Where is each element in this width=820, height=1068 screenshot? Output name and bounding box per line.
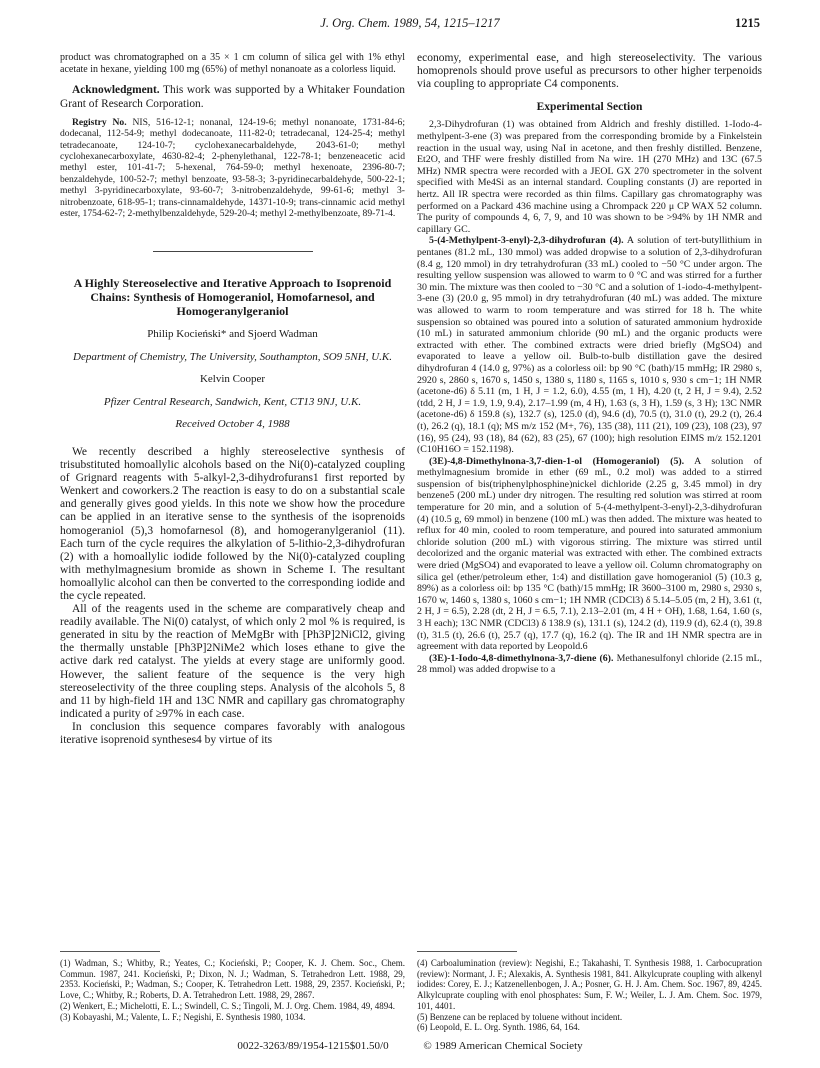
footnote: (4) Carboalumination (review): Negishi, E.; Takahashi, T. Synthesis 1988, 1. Carbocupration (review): Normant, J. F.; Alexakis, A. Synthesis 1981, 841. Alkylcuprate coupling with alkenyl iodides: Corey, E. J.; Katzenellenbogen, J. A.; Posner, G. H. J. Am. Chem. Soc. 1967, 89, 4245. Alkylcuprate coupling with enol phosphates: Sum, F. W.; Weiler, L. J. Am. Chem. Soc. 1979, 101, 4401.: [417, 958, 762, 1011]
acknowledgment-label: Acknowledgment.: [72, 84, 160, 97]
registry-label: Registry No.: [72, 116, 127, 128]
affiliation-secondary: Pfizer Central Research, Sandwich, Kent, CT13 9NJ, U.K.: [103, 395, 362, 408]
compound-6-text: Methanesulfonyl chloride (2.15 mL, 28 mmol) was added dropwise to a: [417, 652, 763, 676]
article-code: 0022-3263/89/1954-1215$01.50/0: [237, 1040, 389, 1052]
intro-paragraph-2: All of the reagents used in the scheme are comparatively cheap and readily available. The Ni(0) catalyst, of which only 2 mol % is required, is generated in situ by the reaction of MeMgBr with [Ph3P]2NiCl2, giving the thermally unstable [Ph3P]2NiMe2 which loses ethane to give the active dark red catalyst. The yields at every stage are uniformly good. However, the salient feature of the sequence is the very high stereoselectivity of the three coupling steps. Analysis of the alcohols 5, 8 and 11 by high-field 1H and 13C NMR and capillary gas chromatography indicated a purity of ≥97% in each case.: [60, 603, 405, 720]
procedure-compound-6: [417, 653, 762, 676]
left-column: [60, 52, 405, 747]
conclusion-continuation: economy, experimental ease, and high stereoselectivity. The various homoprenols should prove useful as precursors to other higher terpenoids via coupling to appropriate C4 components.: [417, 52, 762, 91]
received-date: Received October 4, 1988: [175, 418, 290, 431]
article-separator: [153, 251, 313, 252]
procedure-compound-5: [417, 456, 762, 653]
footnote-rule-right: [417, 951, 517, 952]
footnote: (6) Leopold, E. L. Org. Synth. 1986, 64, 164.: [417, 1022, 580, 1033]
footnote: (3) Kobayashi, M.; Valente, L. F.; Negishi, E. Synthesis 1980, 1034.: [60, 1011, 306, 1022]
copyright: © 1989 American Chemical Society: [423, 1040, 583, 1052]
footnote: (5) Benzene can be replaced by toluene without incident.: [417, 1011, 623, 1022]
previous-article-ending: product was chromatographed on a 35 × 1 cm column of silica gel with 1% ethyl acetate in hexane, yielding 100 mg (65%) of methyl nonanoate as a colorless liquid.: [60, 52, 405, 76]
footnote: (1) Wadman, S.; Whitby, R.; Yeates, C.; Kocieński, P.; Cooper, K. J. Chem. Soc., Chem. Commun. 1987, 241. Kocieński, P.; Dixon, N. J.; Wadman, S. Tetrahedron Lett. 1988, 29, 2353. Kocieński, P.; Wadman, S.; Cooper, K. Tetrahedron Lett. 1988, 29, 2357. Kocieński, P.; Love, C.; Whitby, R.; Roberts, D. A. Tetrahedron Lett. 1988, 29, 2867.: [60, 958, 405, 1001]
right-column: [417, 52, 762, 676]
article-title: A Highly Stereoselective and Iterative Approach to Isoprenoid Chains: Synthesis of Homogeraniol, Homofarnesol, and Homogeranylgeraniol: [73, 276, 392, 319]
procedure-compound-4: [417, 235, 762, 455]
page-number: 1215: [735, 16, 760, 30]
page-footer: [0, 1040, 820, 1052]
acknowledgment: [60, 84, 405, 110]
experimental-heading: Experimental Section: [536, 101, 643, 114]
experimental-general: 2,3-Dihydrofuran (1) was obtained from Aldrich and freshly distilled. 1-Iodo-4-methylpent-3-ene (3) was prepared from the corresponding bromide by a Finkelstein reaction in the usual way, using NaI in acetone, and then freshly distilled. Benzene, Et2O, and THF were freshly distilled from Na wire. 1H (270 MHz) and 13C (67.5 MHz) NMR spectra were recorded with a JEOL GX 270 spectrometer in the solvent specified with Me4Si as an internal standard. Coupling constants (J) are reported in hertz. All IR spectra were recorded as thin films. Capillary gas chromatography was performed on a Packard 436 machine using a Chrompack 220 μ CP WAX 52 column. The purity of compounds 4, 6, 7, 9, and 10 was shown to be >94% by 1H NMR and capillary GC.: [417, 119, 762, 235]
affiliation-primary: Department of Chemistry, The University, Southampton, SO9 5NH, U.K.: [73, 350, 392, 363]
footnotes-right: [417, 958, 762, 1033]
footnotes-left: [60, 958, 405, 1022]
running-head: [60, 16, 760, 32]
compound-5-text: A solution of methylmagnesium bromide in ether (69 mL, 0.2 mol) was added to a stirred suspension of bis(triphenylphosphine)nickel dichloride (2.25 g, 3.45 mmol) in dry benzene5 (200 mL) under dry nitrogen. The resulting red solution was stirred at room temperature for 20 min, and a solution of 5-(4-methylpent-3-enyl)-2,3-dihydrofuran (4) (10.5 g, 69 mmol) in benzene (100 mL) was then added. The mixture was heated to reflux for 40 min, cooled to room temperature, and poured into saturated ammonium chloride solution (200 mL) with vigorous stirring. The mixture was stirred until decolorized and the organic material was extracted with ether. The combined extracts were dried (MgSO4) and evaporated to leave a yellow oil. Column chromatography on silica gel (ether/petroleum ether, 1:4) and distillation gave homogeraniol (5) (10.3 g, 89%) as a colorless oil: bp 135 °C (bath)/15 mmHg; IR 3600–3100 m, 2980 s, 2930 s, 1670 w, 1460 s, 1380 s, 1060 s cm−1; 1H NMR (CDCl3) δ 5.14–5.05 (m, 2 H), 3.61 (t, 2 H, J = 6.5), 2.28 (dt, 2 H, J = 6.5, 7.1), 2.13–2.01 (m, 4 H + OH), 1.68, 1.64, 1.60 (s, 3 H each); 13C NMR (CDCl3) δ 138.9 (s), 131.1 (s), 124.2 (d), 119.9 (d), 62.4 (t), 39.8 (t), 31.5 (t), 26.6 (t), 25.7 (q), 17.7 (q), 16.2 (q). The IR and 1H NMR spectra are in agreement with data reported by Leopold.6: [417, 455, 763, 653]
registry-text: NIS, 516-12-1; nonanal, 124-19-6; methyl nonanoate, 1731-84-6; dodecanal, 112-54-9; methyl dodecanoate, 111-82-0; tetradecanal, 124-25-4; methyl tetradecanoate, 124-10-7; cyclohexanecarbaldehyde, 2043-61-0; methyl cyclohexanecarboxylate, 4630-82-4; 2-phenylethanal, 122-78-1; benzeneacetic acid methyl ester, 101-41-7; 5-hexenal, 764-59-0; methyl hexenoate, 2396-80-7; benzaldehyde, 100-52-7; methyl benzoate, 93-58-3; 3-pyridinecarbaldehyde, 500-22-1; methyl 3-pyridinecarboxylate, 93-60-7; 3-nitrobenzaldehyde, 99-61-6; methyl 3-nitrobenzoate, 618-95-1; trans-cinnamaldehyde, 14371-10-9; trans-cinnamic acid methyl ester, 1754-62-7; 2-methylbenzaldehyde, 529-20-4; methyl 2-methylbenzoate, 89-71-4.: [60, 116, 405, 220]
footnote: (2) Wenkert, E.; Michelotti, E. L.; Swindell, C. S.; Tingoli, M. J. Org. Chem. 1984, 49, 4894.: [60, 1000, 395, 1011]
acknowledgment-text: This work was supported by a Whitaker Foundation Grant of Research Corporation.: [60, 84, 405, 110]
authors-secondary: Kelvin Cooper: [199, 373, 266, 386]
compound-6-heading: (3E)-1-Iodo-4,8-dimethylnona-3,7-diene (6).: [429, 652, 614, 664]
compound-4-text: A solution of tert-butyllithium in pentanes (81.2 mL, 130 mmol) was added dropwise to a solution of 2,3-dihydrofuran (8.4 g, 120 mmol) in dry tetrahydrofuran (33 mL) cooled to −50 °C under argon. The resulting yellow suspension was allowed to warm to 0 °C and was stirred for a further 30 min. The mixture was then cooled to −30 °C and a solution of 1-iodo-4-methylpent-3-ene (3) (20.0 g, 95 mmol) in dry tetrahydrofuran (40 mL) was added. The mixture was allowed to warm to room temperature and was stirred for 18 h. The white suspension so obtained was poured into a solution of saturated ammonium hydroxide (10 mL) in saturated ammonium chloride (90 mL) and the organic products were extracted with ether. The combined extracts were dried briefly (MgSO4) and evaporated to leave a yellow oil. Bulb-to-bulb distillation gave the desired dihydrofuran 4 (14.0 g, 97%) as a colorless oil: bp 90 °C (bath)/15 mmHg; IR 2980 s, 2920 s, 2860 s, 1670 s, 1450 s, 1380 s, 1180 s, 1165 s, 1010 s, 930 s cm−1; 1H NMR (acetone-d6) δ 5.11 (m, 1 H, J = 1.2, 6.0), 4.55 (m, 1 H), 4.20 (t, 2 H, J = 9.4), 2.52 (tdd, 2 H, J = 1.9, 1.9, 9.4), 2.17–1.99 (m, 4 H), 1.63 (s, 3 H), 1.59 (s, 3 H); 13C NMR (acetone-d6) δ 159.8 (s), 132.7 (s), 125.0 (d), 94.6 (d), 70.5 (t), 31.0 (t), 29.2 (t), 26.4 (t), 26.2 (q), 18.1 (q); MS m/z 152 (M+, 76), 135 (38), 111 (21), 109 (23), 108 (23), 97 (16), 95 (24), 93 (18), 84 (62), 83 (25), 67 (100); high resolution EIMS m/z 152.1201 (C10H16O = 152.1198).: [417, 235, 762, 456]
intro-paragraph-1: We recently described a highly stereoselective synthesis of trisubstituted homoallylic alcohols based on the Ni(0)-catalyzed coupling of Grignard reagents with 5-alkyl-2,3-dihydrofurans1 first reported by Wenkert and coworkers.2 The reaction is easy to do on a substantial scale and generally gives good yields. In this note we show how the procedure can be applied in an iterative sense to the synthesis of the isoprenoids homogeraniol (5),3 homofarnesol (8), and homogeranylgeraniol (11). Each turn of the cycle requires the alkylation of 5-lithio-2,3-dihydrofuran (2) with a homoallylic iodide followed by the Ni(0)-catalyzed coupling with methylmagnesium bromide as shown in Scheme I. The resultant homoallylic alcohol can then be converted to the corresponding iodide and the cycle repeated.: [60, 445, 405, 602]
journal-citation: J. Org. Chem. 1989, 54, 1215–1217: [320, 16, 500, 30]
compound-5-heading: (3E)-4,8-Dimethylnona-3,7-dien-1-ol (Homogeraniol) (5).: [429, 455, 685, 467]
registry-numbers: [60, 117, 405, 220]
authors-primary: Philip Kocieński* and Sjoerd Wadman: [147, 328, 318, 341]
compound-4-heading: 5-(4-Methylpent-3-enyl)-2,3-dihydrofuran (4).: [429, 235, 624, 247]
footnote-rule-left: [60, 951, 160, 952]
intro-paragraph-3: In conclusion this sequence compares favorably with analogous iterative isoprenoid syntheses4 by virtue of its: [60, 720, 405, 747]
